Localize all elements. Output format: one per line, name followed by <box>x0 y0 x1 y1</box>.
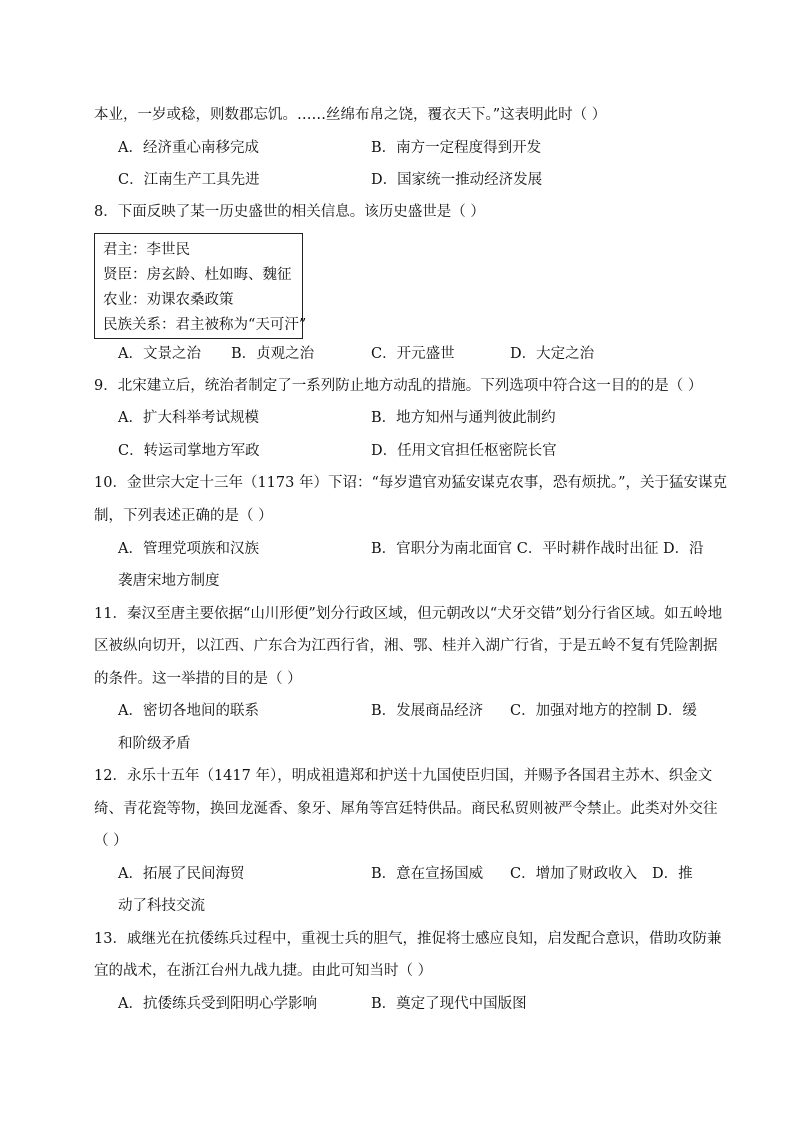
q11-stem-line-3: 的条件。这一举措的目的是（ ） <box>94 671 302 687</box>
q12-stem-line-3: （ ） <box>94 833 128 849</box>
q12-option-d: D．推 <box>652 866 693 882</box>
q10-option-a: A．管理党项族和汉族 <box>118 541 259 557</box>
q11-stem-line-1: 11．秦汉至唐主要依据“山川形便”划分行政区域，但元朝改以“犬牙交错”划分行省区域。如五岭地 <box>94 606 723 622</box>
q9-option-b: B．地方知州与通判彼此制约 <box>371 410 556 426</box>
q13-stem-line-2: 宜的战术，在浙江台州九战九捷。由此可知当时（ ） <box>94 963 433 979</box>
q13-option-a: A．抗倭练兵受到阳明心学影响 <box>118 996 317 1012</box>
q8-option-b: B．贞观之治 <box>231 346 315 362</box>
q7-option-d: D．国家统一推动经济发展 <box>371 172 543 188</box>
q11-option-b: B．发展商品经济 <box>371 703 484 719</box>
q8-option-d: D．大定之治 <box>510 346 595 362</box>
q8-box-line-4: 民族关系：君主被称为“天可汗” <box>103 317 307 333</box>
q9-option-a: A．扩大科举考试规模 <box>118 410 259 426</box>
q9-option-d: D．任用文官担任枢密院长官 <box>371 443 557 459</box>
q8-box-line-2: 贤臣：房玄龄、杜如晦、魏征 <box>103 267 292 283</box>
q12-option-d-wrap: 动了科技交流 <box>118 898 205 914</box>
q12-option-b: B．意在宣扬国威 <box>371 866 484 882</box>
q7-stem: 本业，一岁或稔，则数郡忘饥。……丝绵布帛之饶，覆衣天下。”这表明此时（ ） <box>94 107 607 123</box>
q12-option-c: C．增加了财政收入 <box>510 866 638 882</box>
q12-stem-line-2: 绮、青花瓷等物，换回龙涎香、象牙、犀角等宫廷特供品。商民私贸则被严令禁止。此类对外交往 <box>94 801 718 817</box>
q12-option-a: A．拓展了民间海贸 <box>118 866 245 882</box>
q11-stem-line-2: 区被纵向切开，以江西、广东合为江西行省，湘、鄂、桂并入湖广行省，于是五岭不复有凭险割据 <box>94 638 718 654</box>
q9-option-c: C．转运司掌地方军政 <box>118 443 260 459</box>
q8-option-a: A．文景之治 <box>118 346 201 362</box>
q10-stem-line-2: 制，下列表述正确的是（ ） <box>94 508 273 524</box>
q10-option-bcd: B．官职分为南北面官 C．平时耕作战时出征 D．沿 <box>371 541 704 557</box>
q10-option-d-wrap: 袭唐宋地方制度 <box>118 573 220 589</box>
q8-box-line-3: 农业：劝课农桑政策 <box>103 292 234 308</box>
q8-box-line-1: 君主：李世民 <box>103 242 190 258</box>
q7-option-a: A．经济重心南移完成 <box>118 140 259 156</box>
q11-option-cd: C．加强对地方的控制 D．缓 <box>510 703 697 719</box>
q11-option-a: A．密切各地间的联系 <box>118 703 259 719</box>
q8-option-c: C．开元盛世 <box>371 346 455 362</box>
q9-stem: 9．北宋建立后，统治者制定了一系列防止地方动乱的措施。下列选项中符合这一目的的是（ ） <box>94 378 703 394</box>
q7-option-c: C．江南生产工具先进 <box>118 172 260 188</box>
q8-info-box <box>94 233 307 339</box>
q11-option-d-wrap: 和阶级矛盾 <box>118 736 191 752</box>
q12-stem-line-1: 12．永乐十五年（1417 年），明成祖遣郑和护送十九国使臣归国，并赐予各国君主苏木、织金文 <box>94 768 713 784</box>
q13-option-b: B．奠定了现代中国版图 <box>371 996 527 1012</box>
q7-option-b: B．南方一定程度得到开发 <box>371 140 542 156</box>
q8-stem: 8．下面反映了某一历史盛世的相关信息。该历史盛世是（ ） <box>94 204 485 220</box>
q13-stem-line-1: 13．戚继光在抗倭练兵过程中，重视士兵的胆气，推促将士感应良知，启发配合意识，借助攻防兼 <box>94 931 722 947</box>
q10-stem-line-1: 10．金世宗大定十三年（1173 年）下诏：“每岁遣官劝猛安谋克农事，恐有烦扰。”，关于猛安谋克 <box>94 475 728 491</box>
